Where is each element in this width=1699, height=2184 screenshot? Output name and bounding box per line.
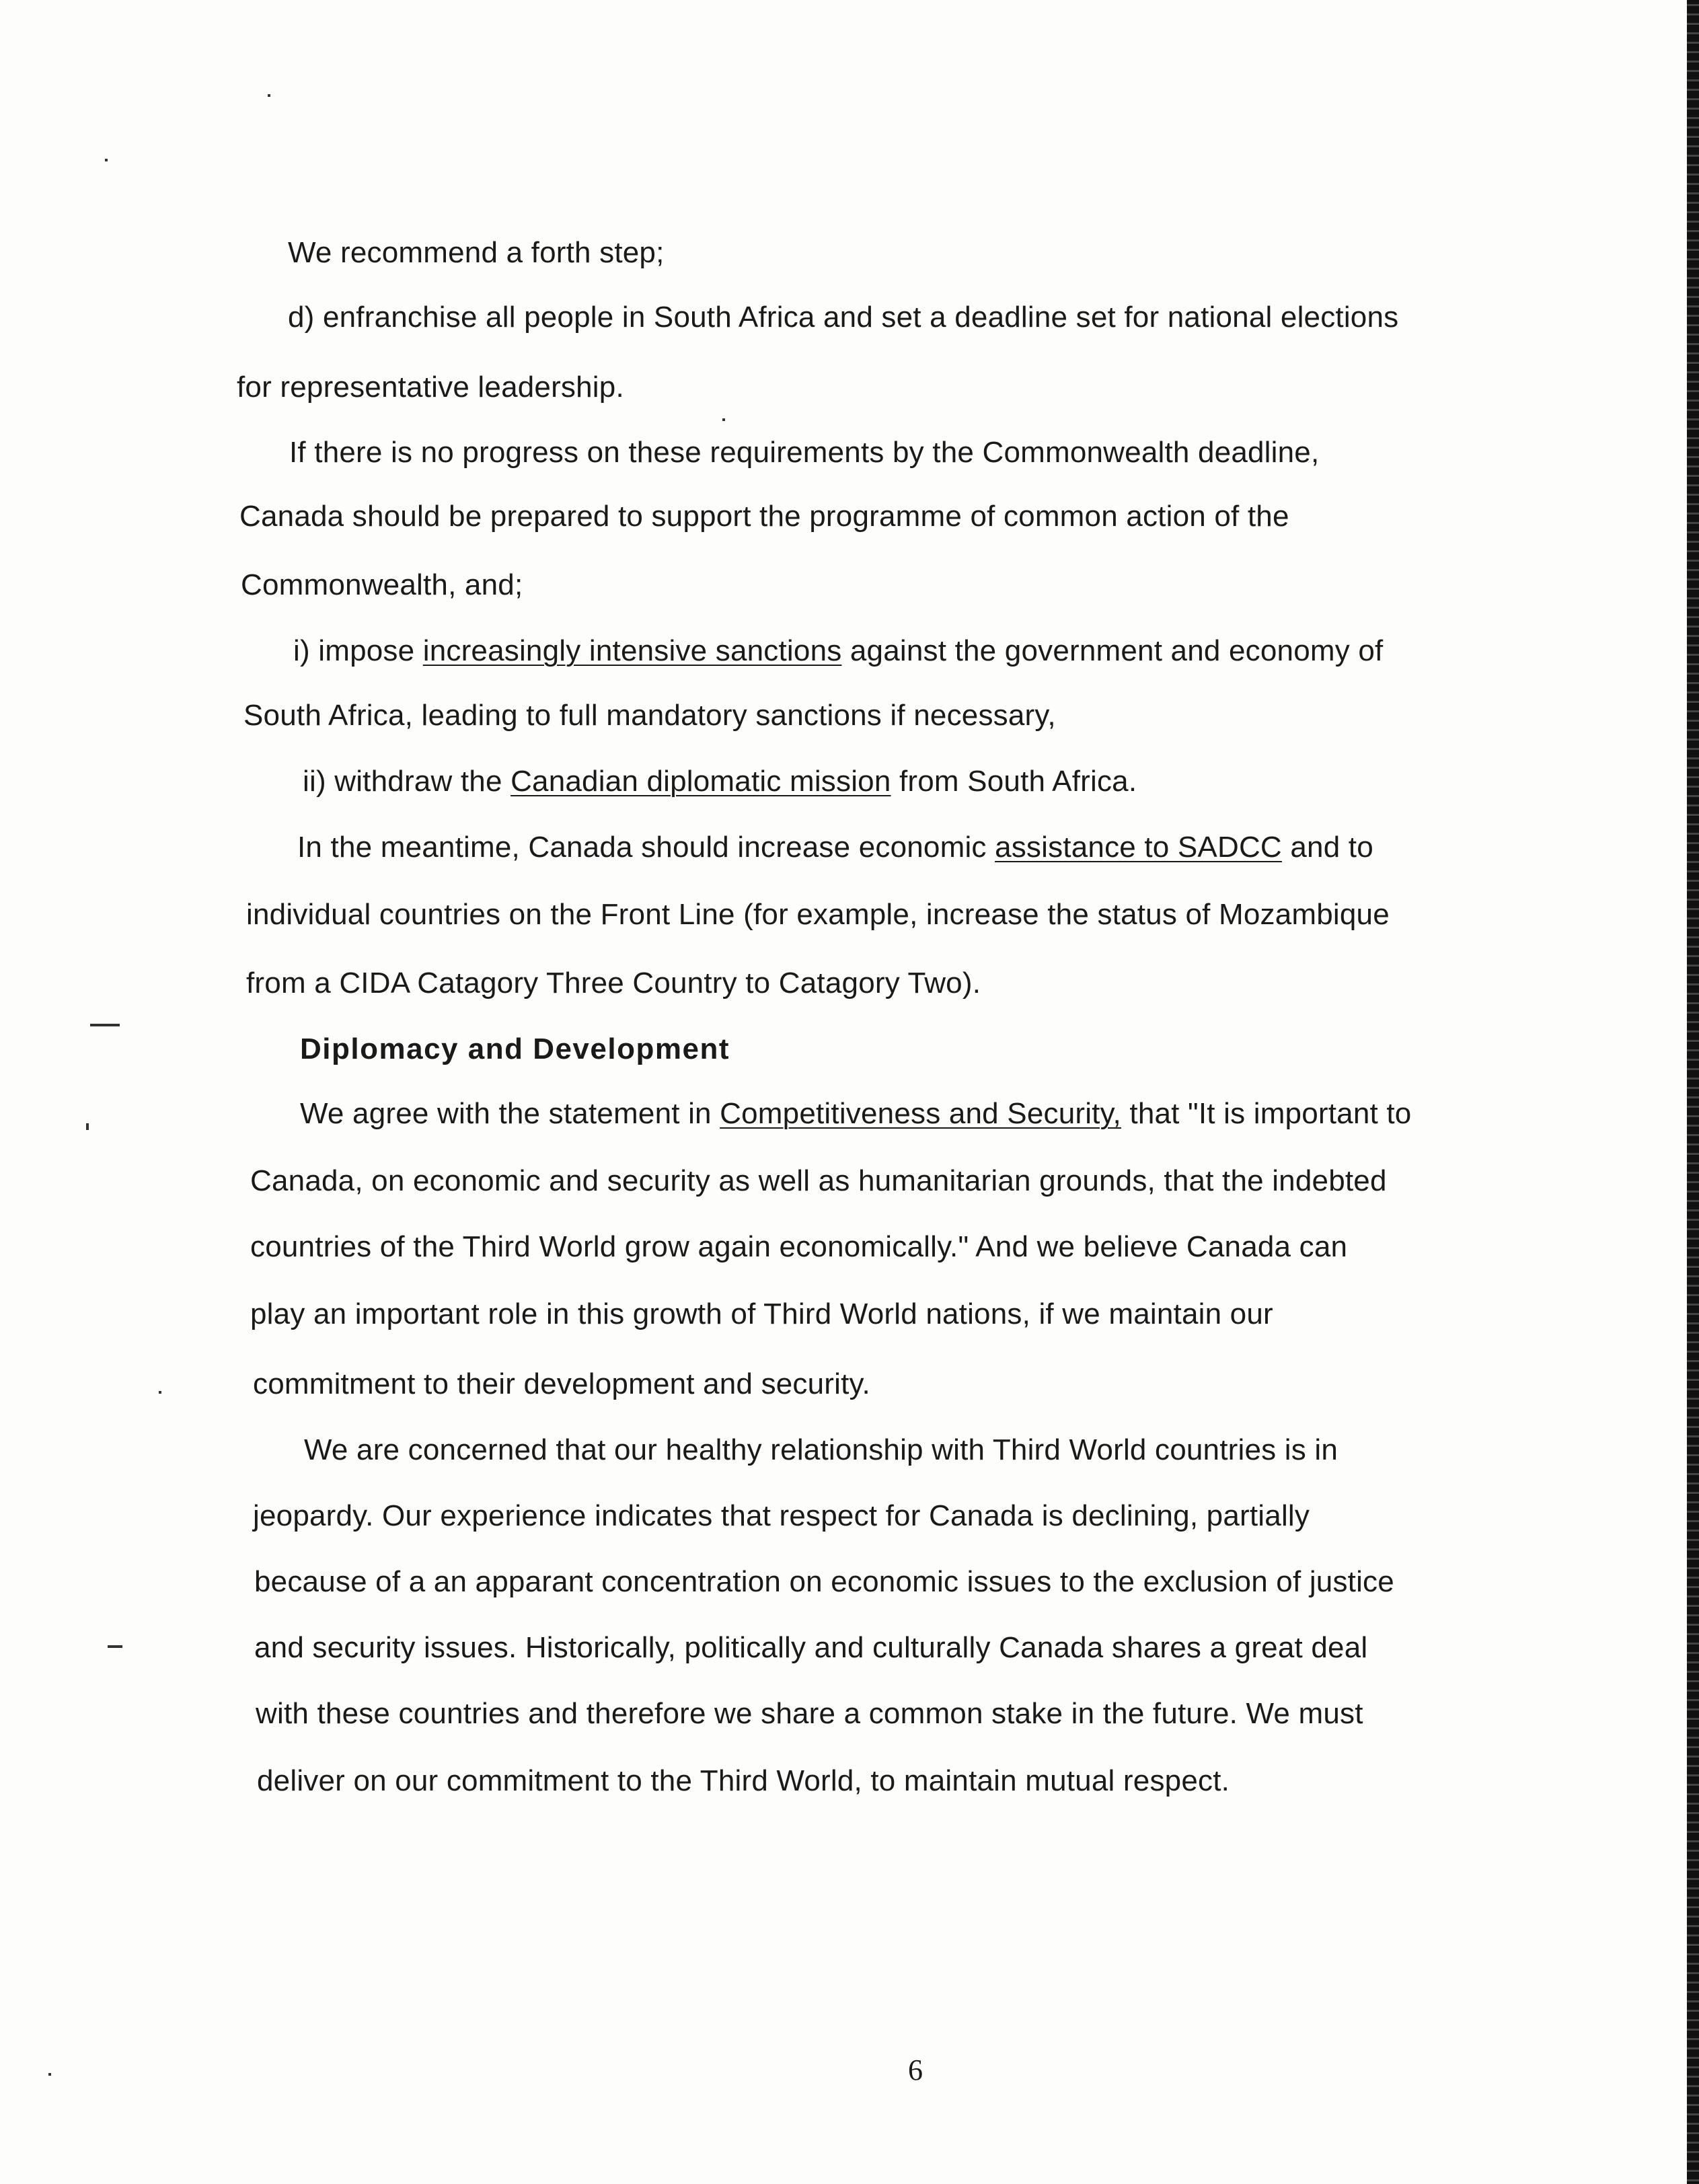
scan-speck [159,1391,161,1394]
text-line: We recommend a forth step; [288,236,665,269]
scan-speck [268,94,270,97]
line-text: and to [1281,831,1373,864]
text-line: If there is no progress on these requirements by the Commonwealth deadline, [289,436,1320,469]
text-line: deliver on our commitment to the Third World, to maintain mutual respect. [257,1764,1230,1797]
page-number: 6 [908,2054,923,2086]
text-line [300,1095,1411,1133]
text-line: play an important role in this growth of Third World nations, if we maintain our [250,1297,1273,1330]
underlined-phrase: Canadian diplomatic mission [511,765,891,798]
line-text: In the meantime, Canada should increase economic [297,831,995,864]
text-line: Commonwealth, and; [241,568,523,601]
text-line: We are concerned that our healthy relationship with Third World countries is in [304,1433,1338,1466]
text-line: Canada, on economic and security as well as humanitarian grounds, that the indebted [250,1164,1387,1197]
line-text: ii) withdraw the [303,765,511,798]
underlined-phrase: increasingly intensive sanctions [422,634,842,667]
underlined-phrase: Competitiveness and Security, [720,1097,1121,1130]
text-line: because of a an apparant concentration on economic issues to the exclusion of justice [254,1565,1394,1598]
text-line: for representative leadership. [237,371,624,404]
text-line: and security issues. Historically, politically and culturally Canada shares a great deal [254,1631,1368,1664]
text-line: with these countries and therefore we share a common stake in the future. We must [256,1697,1363,1730]
scan-speck [722,418,725,421]
line-text: that "It is important to [1121,1097,1412,1130]
margin-mark [90,1024,120,1026]
text-line: South Africa, leading to full mandatory sanctions if necessary, [243,699,1056,732]
text-line [303,763,1137,800]
text-line [297,829,1373,866]
margin-mark [108,1645,122,1648]
line-text: i) impose [293,634,423,667]
section-heading: Diplomacy and Development [300,1032,730,1065]
text-line: d) enfranchise all people in South Africa and set a deadline set for national elections [288,301,1399,334]
page-edge-shadow [1687,0,1699,2184]
line-text: from South Africa. [891,765,1137,798]
line-text: We agree with the statement in [300,1097,720,1130]
text-line: commitment to their development and security. [253,1367,870,1400]
scan-speck [48,2073,51,2076]
text-line: individual countries on the Front Line (for example, increase the status of Mozambique [246,898,1390,931]
text-line: Canada should be prepared to support the programme of common action of the [239,500,1289,533]
text-line: countries of the Third World grow again economically." And we believe Canada can [250,1230,1348,1263]
underlined-phrase: assistance to SADCC [995,831,1282,864]
scan-speck [105,159,108,161]
text-line [293,632,1383,670]
text-line: from a CIDA Catagory Three Country to Catagory Two). [246,967,981,1000]
line-text: against the government and economy of [841,634,1384,667]
margin-mark [86,1123,89,1130]
text-line: jeopardy. Our experience indicates that respect for Canada is declining, partially [253,1499,1310,1532]
